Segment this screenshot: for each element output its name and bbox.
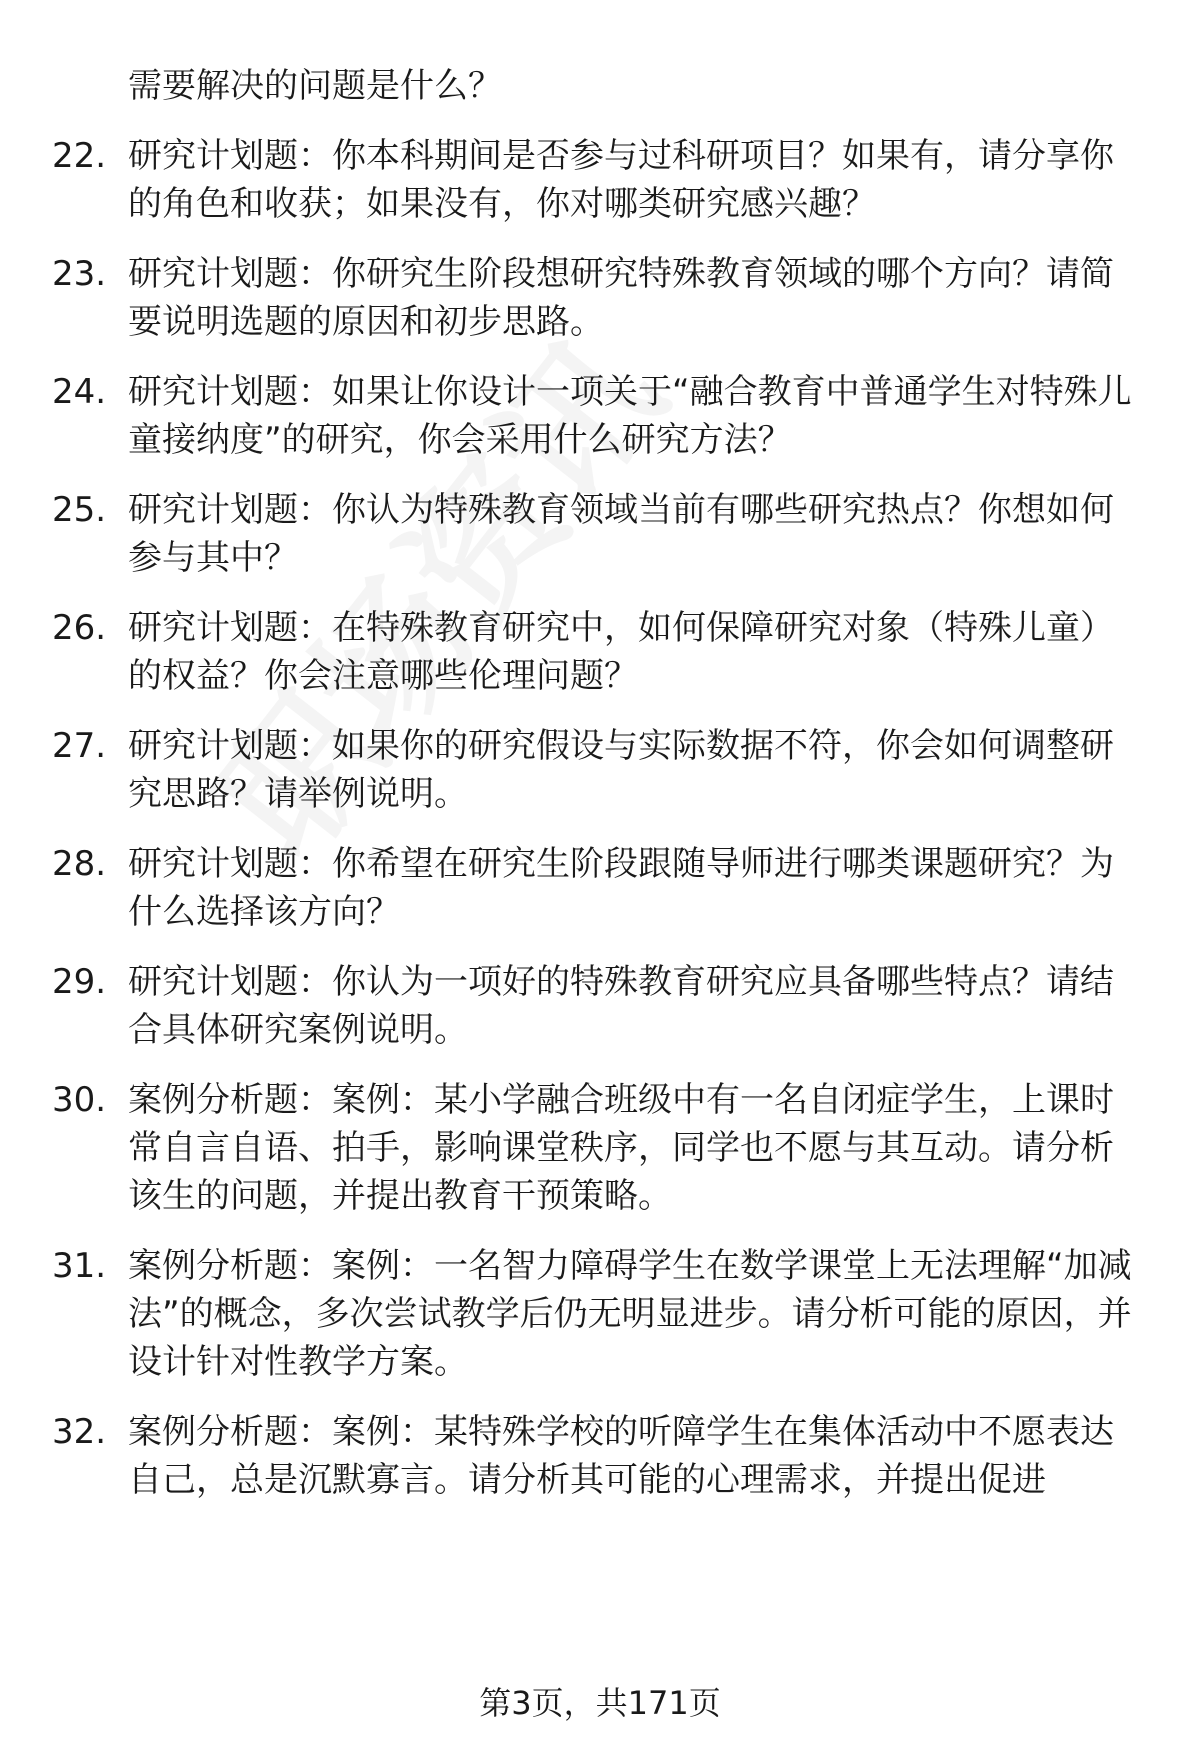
question-number: 22. [52,136,107,176]
page-number-footer: 第3页，共171页 [479,1684,721,1722]
question-text: 研究计划题：你认为特殊教育领域当前有哪些研究热点？你想如何参与其中？ [128,490,1114,578]
question-number: 25. [52,490,107,530]
question-text: 案例分析题：案例：某特殊学校的听障学生在集体活动中不愿表达自己，总是沉默寡言。请分析其可能的心理需求，并提出促进 [128,1412,1114,1500]
question-text: 研究计划题：如果让你设计一项关于“融合教育中普通学生对特殊儿童接纳度”的研究，你会采用什么研究方法？ [128,372,1132,460]
question-text: 研究计划题：如果你的研究假设与实际数据不符，你会如何调整研究思路？请举例说明。 [128,726,1114,814]
question-number: 26. [52,608,107,648]
question-number: 31. [52,1246,107,1286]
question-text: 研究计划题：你本科期间是否参与过科研项目？如果有，请分享你的角色和收获；如果没有，你对哪类研究感兴趣？ [128,136,1114,224]
question-number: 23. [52,254,107,294]
question-number: 27. [52,726,107,766]
question-number: 32. [52,1412,107,1452]
question-number: 29. [52,962,107,1002]
question-text: 研究计划题：你研究生阶段想研究特殊教育领域的哪个方向？请简要说明选题的原因和初步思路。 [128,254,1114,342]
question-number: 24. [52,372,107,412]
question-text: 案例分析题：案例：某小学融合班级中有一名自闭症学生，上课时常自言自语、拍手，影响课堂秩序，同学也不愿与其互动。请分析该生的问题，并提出教育干预策略。 [128,1080,1114,1216]
question-number: 30. [52,1080,107,1120]
continued-question-text: 需要解决的问题是什么？ [128,66,502,106]
question-text: 研究计划题：在特殊教育研究中，如何保障研究对象（特殊儿童）的权益？你会注意哪些伦理问题？ [128,608,1114,696]
question-number: 28. [52,844,107,884]
question-text: 研究计划题：你认为一项好的特殊教育研究应具备哪些特点？请结合具体研究案例说明。 [128,962,1114,1050]
question-text: 研究计划题：你希望在研究生阶段跟随导师进行哪类课题研究？为什么选择该方向？ [128,844,1114,932]
question-text: 案例分析题：案例：一名智力障碍学生在数学课堂上无法理解“加减法”的概念，多次尝试教学后仍无明显进步。请分析可能的原因，并设计针对性教学方案。 [128,1246,1132,1382]
